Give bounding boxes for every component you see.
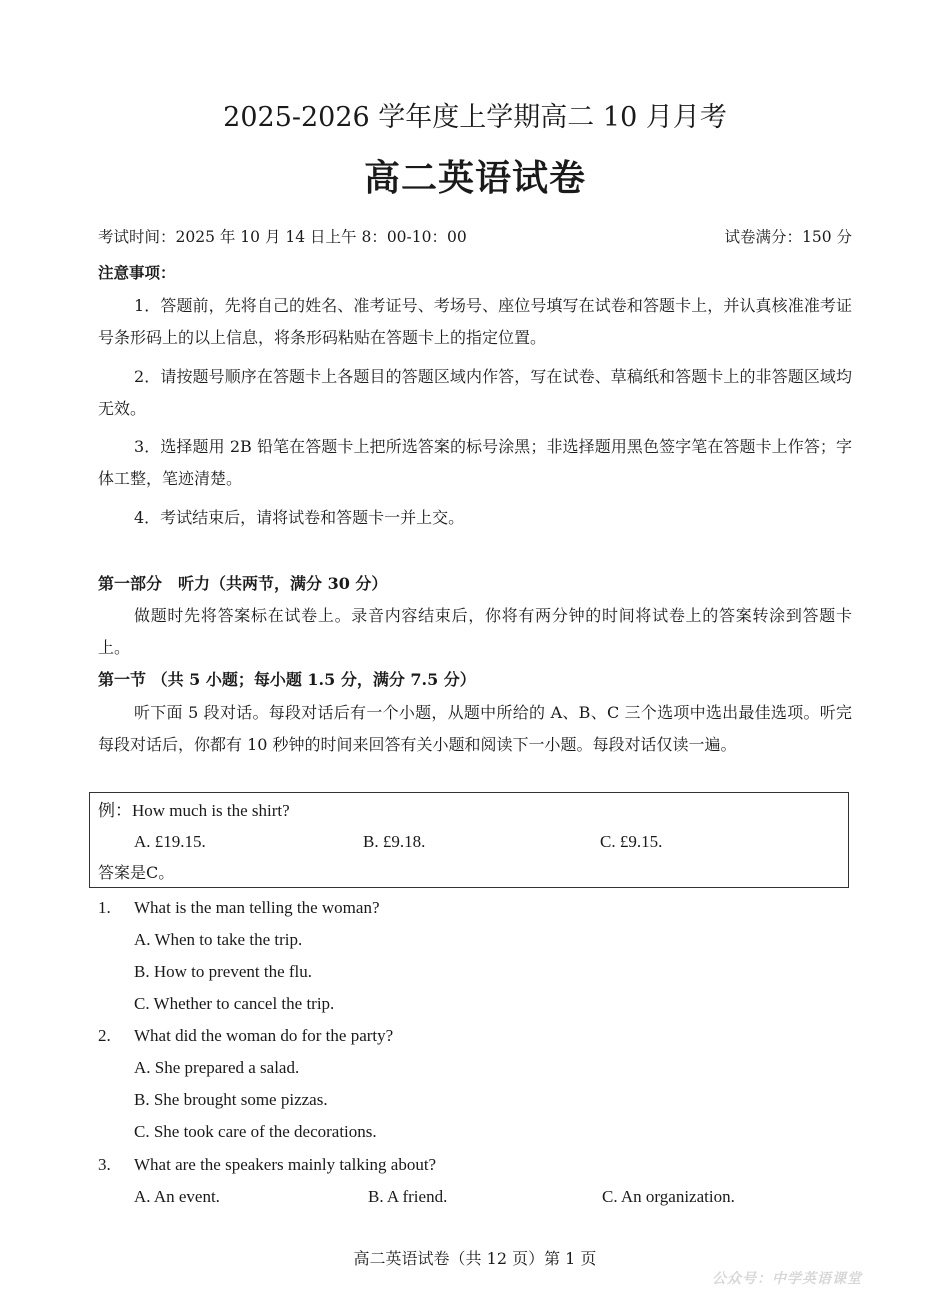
example-answer: 答案是C。 (98, 863, 175, 882)
notice-item-1: 1．答题前，先将自己的姓名、准考证号、考场号、座位号填写在试卷和答题卡上，并认真核准准考证号条形码上的以上信息，将条形码粘贴在答题卡上的指定位置。 (98, 296, 852, 347)
notice-item-4: 4．考试结束后，请将试卷和答题卡一并上交。 (134, 508, 465, 527)
option-a: A. She prepared a salad. (134, 1058, 300, 1077)
question-number: 3. (98, 1155, 111, 1174)
option-c: C. An organization. (602, 1187, 735, 1206)
question-text: What are the speakers mainly talking about? (134, 1155, 437, 1174)
question-text: What is the man telling the woman? (134, 898, 380, 917)
question-text: What did the woman do for the party? (134, 1026, 394, 1045)
full-score: 试卷满分：150 分 (724, 228, 852, 246)
option-a: A. When to take the trip. (134, 930, 303, 949)
notice-item-2: 2．请按题号顺序在答题卡上各题目的答题区域内作答，写在试卷、草稿纸和答题卡上的非答题区域均无效。 (98, 367, 852, 418)
part1-intro: 做题时先将答案标在试卷上。录音内容结束后，你将有两分钟的时间将试卷上的答案转涂到答题卡上。 (98, 606, 852, 657)
option-c: C. She took care of the decorations. (134, 1122, 377, 1141)
section1-intro: 听下面 5 段对话。每段对话后有一个小题，从题中所给的 A、B、C 三个选项中选出最佳选项。听完每段对话后，你都有 10 秒钟的时间来回答有关小题和阅读下一小题。每段对话仅读一遍。 (98, 703, 852, 754)
section1-heading: 第一节 （共 5 小题；每小题 1.5 分，满分 7.5 分） (98, 670, 476, 689)
watermark: 公众号：中学英语课堂 (712, 1271, 862, 1287)
example-option-a: A. £19.15. (134, 832, 206, 851)
example-option-c: C. £9.15. (600, 832, 663, 851)
exam-subtitle: 2025-2026 学年度上学期高二 10 月月考 (223, 102, 727, 133)
example-question: 例：How much is the shirt? (98, 801, 290, 820)
page-title: 高二英语试卷 (363, 157, 586, 199)
notice-item-3: 3．选择题用 2B 铅笔在答题卡上把所选答案的标号涂黑；非选择题用黑色签字笔在答题卡上作答；字体工整，笔迹清楚。 (98, 437, 852, 488)
option-b: B. A friend. (368, 1187, 448, 1206)
example-box (89, 792, 849, 888)
option-b: B. She brought some pizzas. (134, 1090, 328, 1109)
notice-heading: 注意事项： (98, 263, 176, 282)
option-b: B. How to prevent the flu. (134, 962, 312, 981)
option-c: C. Whether to cancel the trip. (134, 994, 335, 1013)
part1-heading: 第一部分 听力（共两节，满分 30 分） (98, 574, 388, 593)
option-a: A. An event. (134, 1187, 220, 1206)
question-number: 2. (98, 1026, 111, 1045)
question-number: 1. (98, 898, 111, 917)
example-option-b: B. £9.18. (363, 832, 426, 851)
page-footer: 高二英语试卷（共 12 页）第 1 页 (353, 1249, 597, 1268)
exam-time: 考试时间：2025 年 10 月 14 日上午 8：00-10：00 (98, 228, 467, 246)
